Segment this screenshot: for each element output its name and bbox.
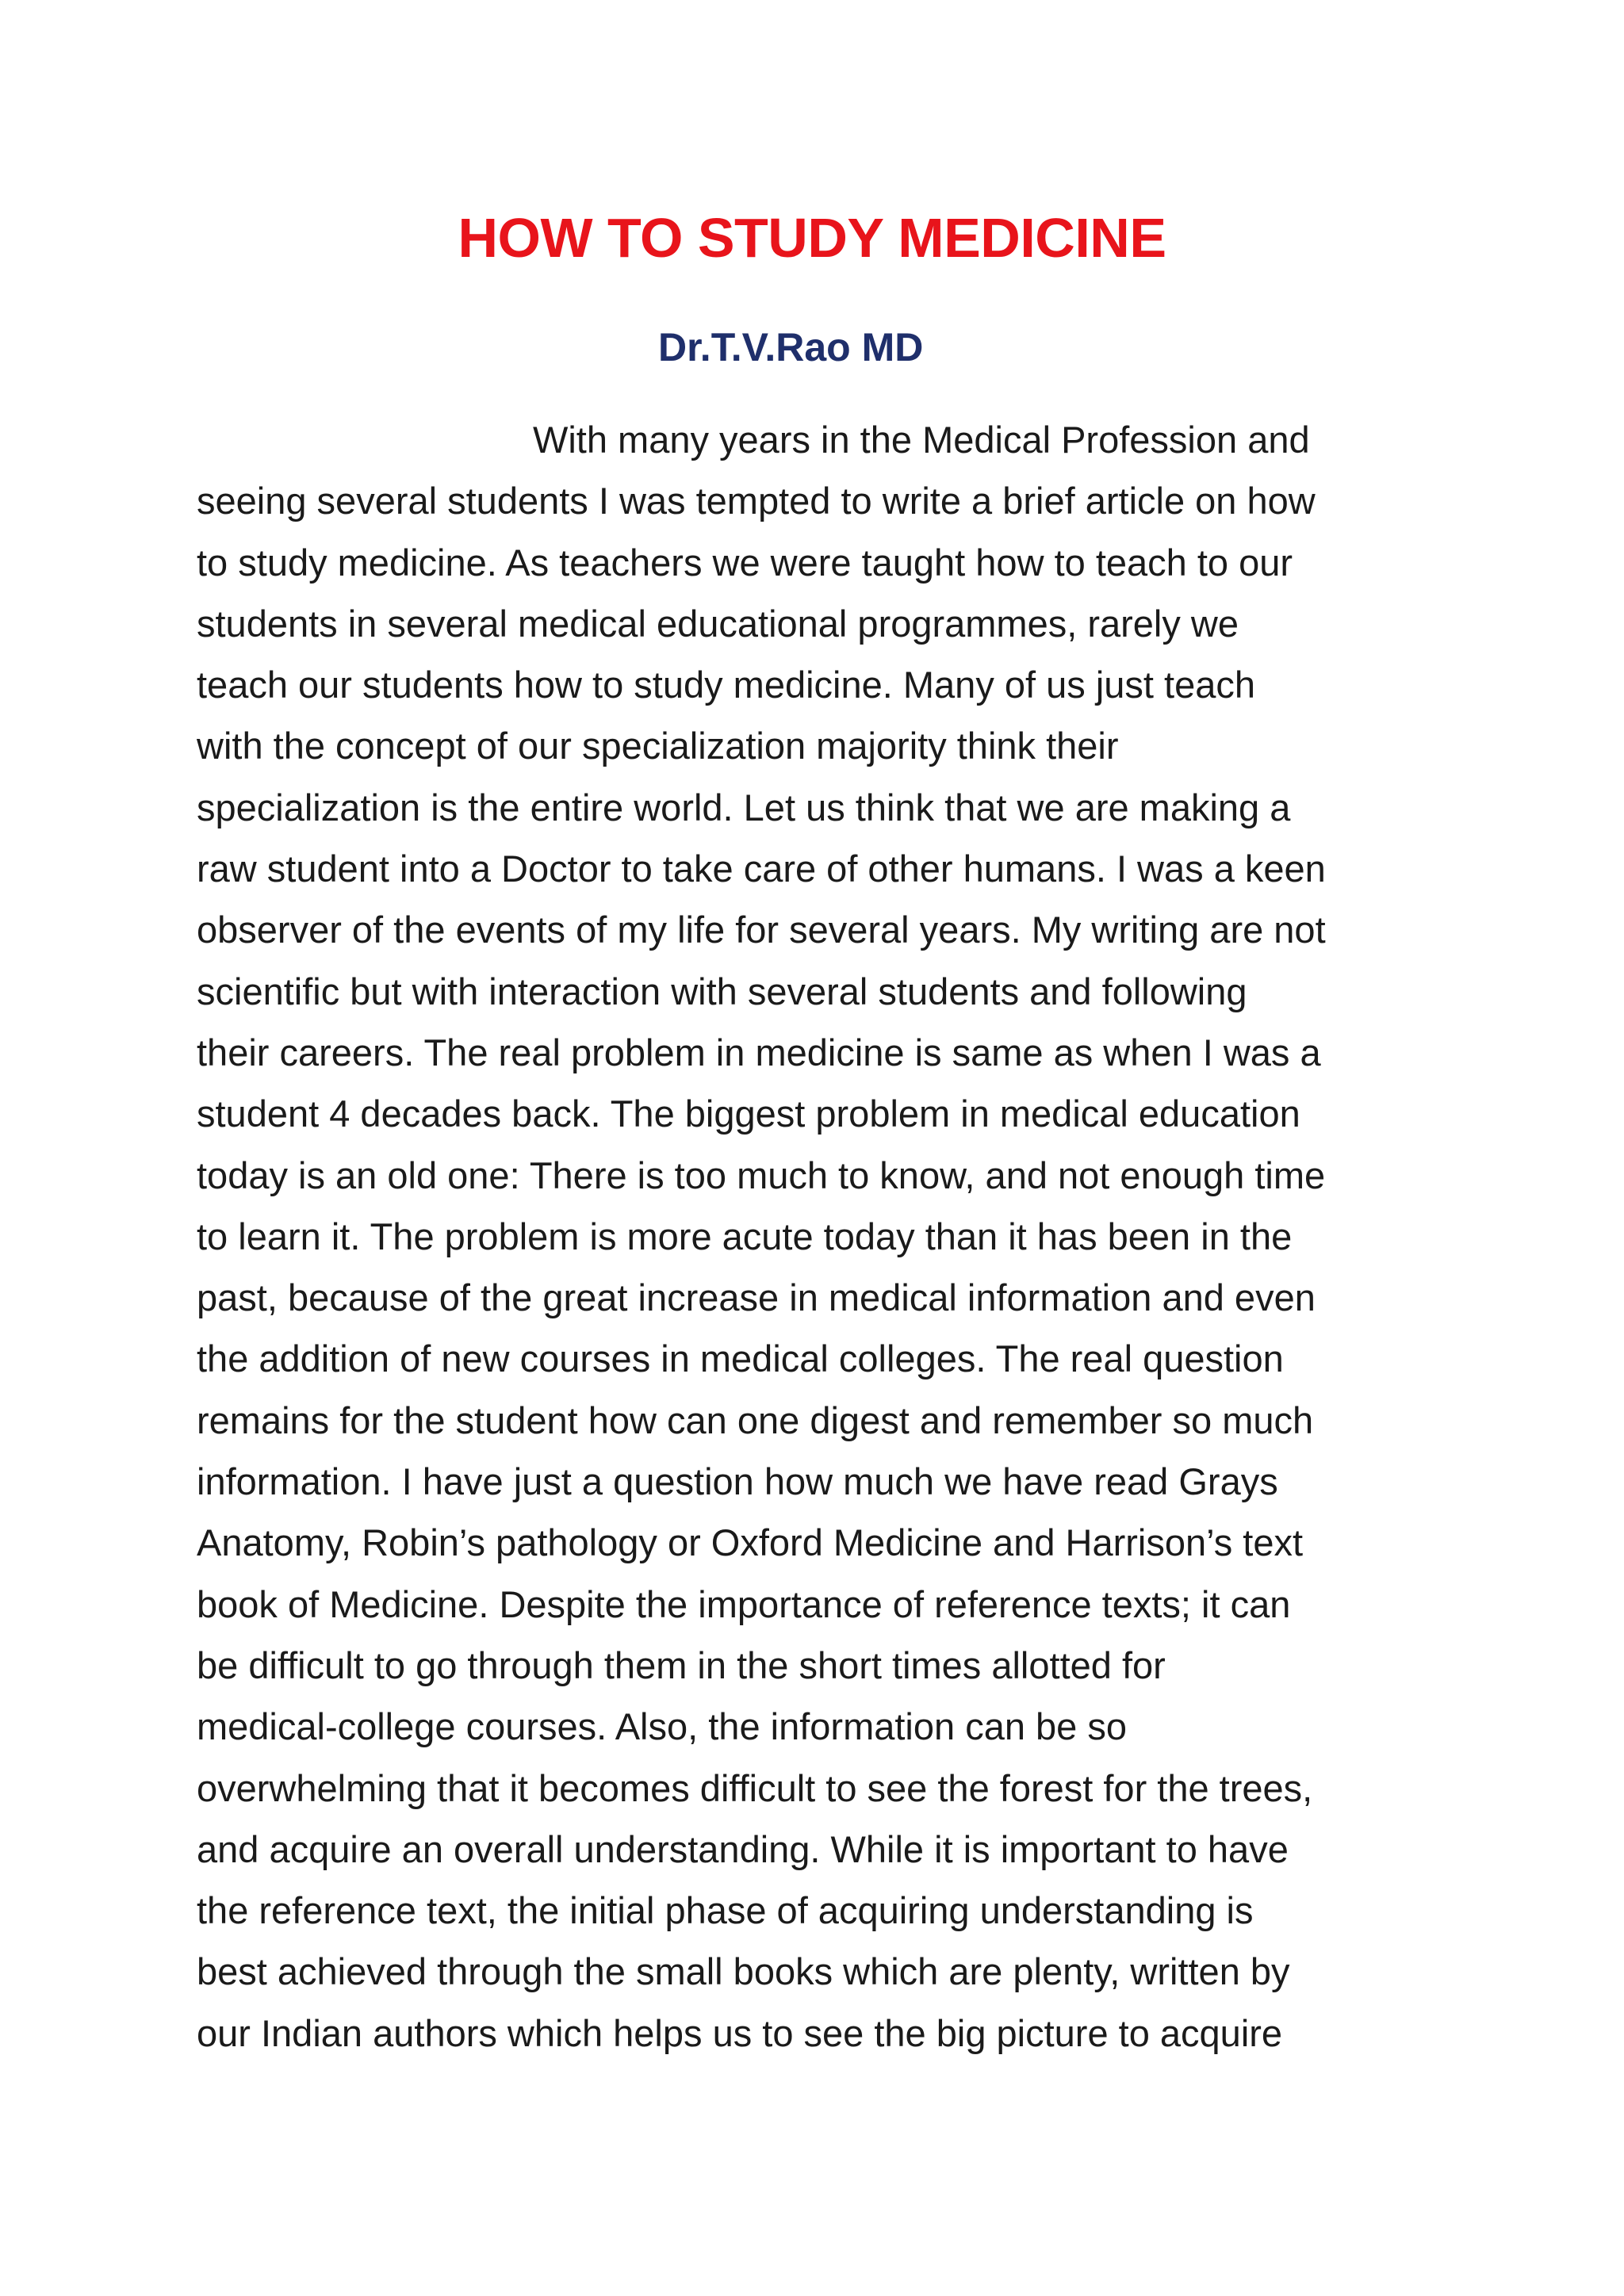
body-paragraph <box>197 409 1434 2064</box>
body-text-line: seeing several students I was tempted to write a brief article on how <box>197 480 1316 522</box>
body-text-line: students in several medical educational programmes, rarely we <box>197 602 1239 645</box>
body-text-line: to learn it. The problem is more acute today than it has been in the <box>197 1215 1293 1257</box>
body-text-line: our Indian authors which helps us to see the big picture to acquire <box>197 2011 1283 2054</box>
body-text-line: observer of the events of my life for several years. My writing are not <box>197 909 1326 951</box>
body-text-line: with the concept of our specialization majority think their <box>197 725 1119 767</box>
body-text-line: With many years in the Medical Profession and <box>533 419 1310 461</box>
body-text-line: today is an old one: There is too much to know, and not enough time <box>197 1154 1326 1196</box>
body-text-line: best achieved through the small books which are plenty, written by <box>197 1950 1290 1993</box>
body-text-line: overwhelming that it becomes difficult to see the forest for the trees, <box>197 1766 1313 1809</box>
body-text-line: student 4 decades back. The biggest problem in medical education <box>197 1093 1300 1135</box>
author-name: Dr.T.V.Rao MD <box>658 325 924 369</box>
body-text-line: Anatomy, Robin’s pathology or Oxford Medicine and Harrison’s text <box>197 1521 1304 1564</box>
body-text-line: book of Medicine. Despite the importance of reference texts; it can <box>197 1582 1291 1625</box>
body-text-line: their careers. The real problem in medicine is same as when I was a <box>197 1031 1321 1073</box>
body-text-line: the reference text, the initial phase of acquiring understanding is <box>197 1889 1254 1932</box>
body-text-line: medical-college courses. Also, the information can be so <box>197 1705 1128 1748</box>
document-title: HOW TO STUDY MEDICINE <box>458 207 1166 269</box>
body-text-line: be difficult to go through them in the short times allotted for <box>197 1644 1166 1686</box>
body-text-line: the addition of new courses in medical colleges. The real question <box>197 1337 1284 1380</box>
body-text-line: past, because of the great increase in medical information and even <box>197 1276 1316 1319</box>
body-text-line: specialization is the entire world. Let us think that we are making a <box>197 786 1291 828</box>
body-text-line: information. I have just a question how much we have read Grays <box>197 1460 1278 1503</box>
body-text-line: and acquire an overall understanding. While it is important to have <box>197 1827 1289 1870</box>
body-text-line: raw student into a Doctor to take care of other humans. I was a keen <box>197 848 1326 890</box>
body-text-line: teach our students how to study medicine. Many of us just teach <box>197 664 1256 706</box>
body-text-line: remains for the student how can one digest and remember so much <box>197 1399 1314 1441</box>
body-text-line: to study medicine. As teachers we were taught how to teach to our <box>197 541 1293 584</box>
body-text-line: scientific but with interaction with several students and following <box>197 970 1247 1012</box>
